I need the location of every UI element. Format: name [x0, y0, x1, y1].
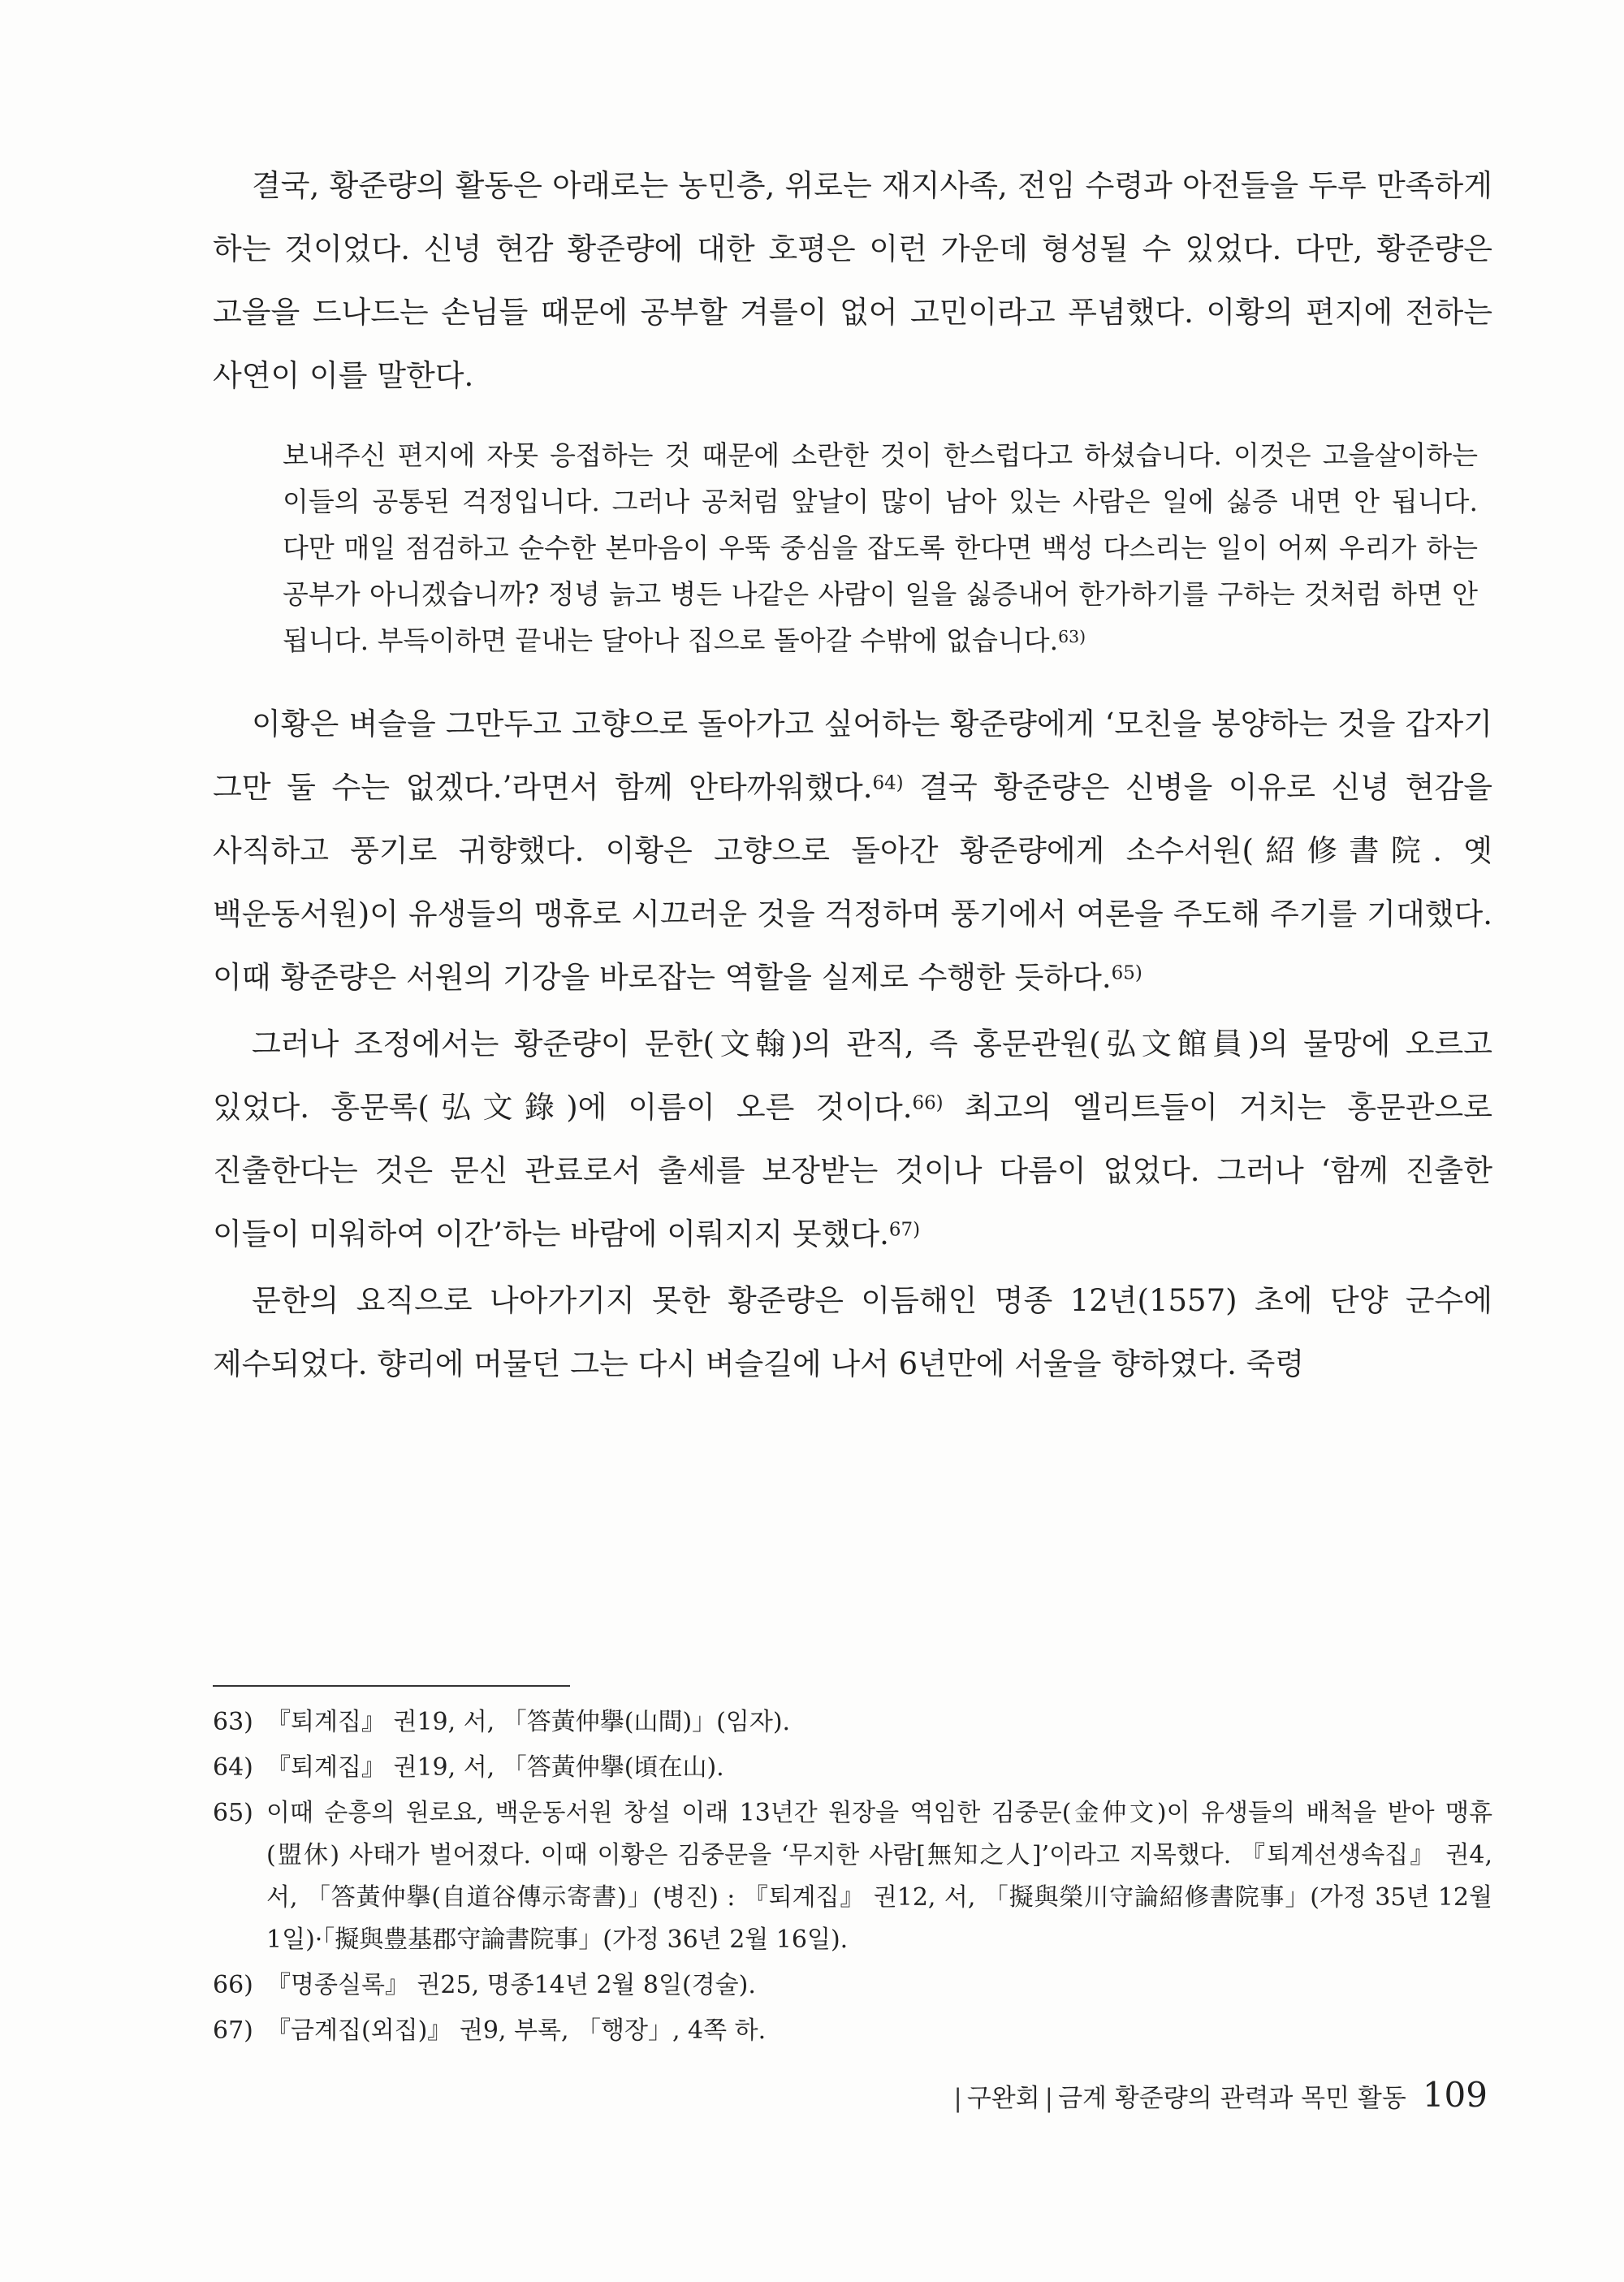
footnote-ref-67[interactable]: 67)	[888, 1219, 921, 1241]
footer-separator: |	[953, 2084, 962, 2113]
block-quote: 보내주신 편지에 자못 응접하는 것 때문에 소란한 것이 한스럽다고 하셨습니다. 이것은 고을살이하는 이들의 공통된 걱정입니다. 그러나 공처럼 앞날이 많이 남아 있는 사람은 일에 싫증 내면 안 됩니다. 다만 매일 점검하고 순수한 본마음이 우뚝 중심을 잡도록 한다면 백성 다스리는 일이 어찌 우리가 하는 공부가 아니겠습니까? 정녕 늙고 병든 나같은 사람이 일을 싫증내어 한가하기를 구하는 것처럼 하면 안 됩니다. 부득이하면 끝내는 달아나 집으로 돌아갈 수밖에 없습니다.$^{63)}$	[283, 439, 1478, 656]
footnote-number: 63)	[213, 1708, 253, 1736]
footnote-text: 『금계집(외집)』 권9, 부록, 「행장」, 4쪽 하.	[266, 2016, 767, 2045]
footnote-number: 67)	[213, 2016, 253, 2045]
footnote-ref-65[interactable]: 65)	[1111, 962, 1142, 984]
footnote-number: 66)	[213, 1971, 253, 1999]
footnote-65	[213, 1792, 1492, 1961]
footnote-66	[213, 1964, 1492, 2007]
footnote-text: 『퇴계집』 권19, 서, 「答黃仲擧(頃在山).	[266, 1753, 724, 1782]
body-text	[213, 154, 1492, 1396]
footnote-ref-66[interactable]: 66)	[912, 1092, 944, 1114]
footer-author: 구완회	[966, 2084, 1040, 2113]
paragraph-3: 그러나 조정에서는 황준량이 문한(文翰)의 관직, 즉 홍문관원(弘文館員)의 물망에 오르고 있었다. 홍문록(弘文錄)에 이름이 오른 것이다.$^{66)}$ 최고의 엘리트들이 거치는 홍문관으로 진출한다는 것은 문신 관료로서 출세를 보장받는 것이나 다름이 없었다. 그러나 ‘함께 진출한 이들이 미워하여 이간’하는 바람에 이뤄지지 못했다.$^{67)}$	[213, 1026, 1492, 1251]
footnotes	[213, 1701, 1492, 2055]
footnote-ref-64[interactable]: 64)	[872, 772, 904, 794]
footnote-number: 64)	[213, 1753, 253, 1782]
footnote-63	[213, 1701, 1492, 1744]
running-footer	[948, 2075, 1488, 2115]
footnote-divider	[213, 1685, 570, 1687]
footnote-67	[213, 2010, 1492, 2052]
footnote-text: 『명종실록』 권25, 명종14년 2월 8일(경술).	[266, 1971, 756, 1999]
page-number: 109	[1422, 2075, 1488, 2115]
footer-title: 금계 황준량의 관력과 목민 활동	[1058, 2084, 1406, 2113]
footnote-number: 65)	[213, 1799, 253, 1827]
footnote-text: 『퇴계집』 권19, 서, 「答黃仲擧(山間)」(임자).	[266, 1708, 791, 1736]
footnote-64	[213, 1747, 1492, 1789]
footnote-text: 이때 순흥의 원로요, 백운동서원 창설 이래 13년간 원장을 역임한 김중문(金仲文)이 유생들의 배척을 받아 맹휴(盟休) 사태가 벌어졌다. 이때 이황은 김중문을 ‘무지한 사람[無知之人]’이라고 지목했다. 『퇴계선생속집』 권4, 서, 「答黃仲擧(自道谷傳示寄書)」(병진) : 『퇴계집』 권12, 서, 「擬與榮川守論紹修書院事」(가정 35년 12월 1일)·「擬與豊基郡守論書院事」(가정 36년 2월 16일).	[266, 1799, 1492, 1954]
paragraph-2: 이황은 벼슬을 그만두고 고향으로 돌아가고 싶어하는 황준량에게 ‘모친을 봉양하는 것을 갑자기 그만 둘 수는 없겠다.’라면서 함께 안타까워했다.$^{64)}$ 결국 황준량은 신병을 이유로 신녕 현감을 사직하고 풍기로 귀향했다. 이황은 고향으로 돌아간 황준량에게 소수서원(紹修書院. 옛 백운동서원)이 유생들의 맹휴로 시끄러운 것을 걱정하며 풍기에서 여론을 주도해 주기를 기대했다. 이때 황준량은 서원의 기강을 바로잡는 역할을 실제로 수행한 듯하다.$^{65)}$	[213, 707, 1492, 995]
paragraph-1: 결국, 황준량의 활동은 아래로는 농민층, 위로는 재지사족, 전임 수령과 아전들을 두루 만족하게 하는 것이었다. 신녕 현감 황준량에 대한 호평은 이런 가운데 형성될 수 있었다. 다만, 황준량은 고을을 드나드는 손님들 때문에 공부할 겨를이 없어 고민이라고 푸념했다. 이황의 편지에 전하는 사연이 이를 말한다.	[213, 168, 1492, 393]
footer-separator: |	[1044, 2084, 1054, 2113]
footnote-ref-63[interactable]: 63)	[1058, 626, 1086, 646]
paragraph-4: 문한의 요직으로 나아가기지 못한 황준량은 이듬해인 명종 12년(1557) 초에 단양 군수에 제수되었다. 향리에 머물던 그는 다시 벼슬길에 나서 6년만에 서울을 향하였다. 죽령	[213, 1283, 1492, 1381]
